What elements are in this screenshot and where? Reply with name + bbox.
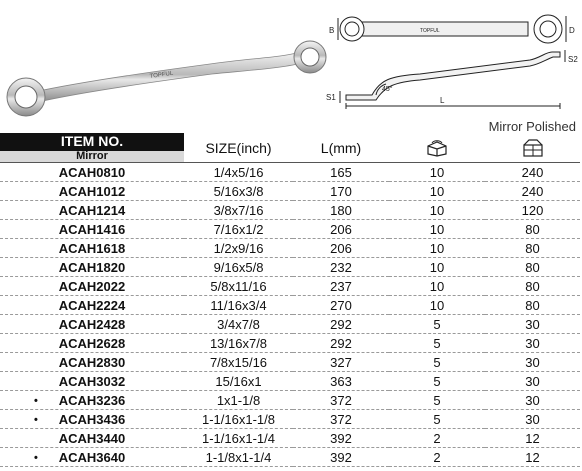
length-cell: 237	[293, 277, 389, 296]
length-cell: 372	[293, 410, 389, 429]
side-view-drawing	[340, 50, 565, 109]
table-row	[0, 239, 580, 258]
inner-pack-header	[389, 133, 485, 163]
length-header: L(mm)	[293, 133, 389, 163]
new-item-bullet: •	[34, 452, 38, 464]
drawing-marking: TOPFUL	[420, 28, 440, 34]
item-number-cell	[0, 182, 184, 201]
item-number-cell	[0, 334, 184, 353]
item-number-cell	[0, 410, 184, 429]
dim-d-label: D	[569, 26, 575, 35]
length-cell: 292	[293, 315, 389, 334]
inner-pack-cell: 10	[389, 296, 485, 315]
size-cell: 5/16x3/8	[184, 182, 293, 201]
table-row	[0, 391, 580, 410]
carton-qty-cell: 30	[485, 315, 580, 334]
item-number-cell	[0, 296, 184, 315]
size-cell: 1-1/16x1-1/8	[184, 410, 293, 429]
size-cell: 1-1/16x1-1/4	[184, 429, 293, 448]
inner-pack-cell: 5	[389, 391, 485, 410]
inner-pack-cell: 5	[389, 315, 485, 334]
size-cell: 7/8x15/16	[184, 353, 293, 372]
inner-pack-cell: 10	[389, 163, 485, 182]
item-number: ACAH2628	[58, 335, 126, 351]
carton-qty-cell: 240	[485, 163, 580, 182]
wrench-photo	[7, 41, 326, 116]
carton-qty-cell: 30	[485, 353, 580, 372]
item-number-cell	[0, 220, 184, 239]
size-cell: 11/16x3/4	[184, 296, 293, 315]
carton-qty-cell: 12	[485, 429, 580, 448]
finish-label: Mirror Polished	[488, 119, 576, 134]
length-cell: 270	[293, 296, 389, 315]
size-cell: 3/8x7/16	[184, 201, 293, 220]
table-row	[0, 410, 580, 429]
carton-qty-cell: 30	[485, 372, 580, 391]
item-number: ACAH1214	[58, 202, 126, 218]
inner-pack-cell: 5	[389, 353, 485, 372]
product-diagram	[0, 0, 582, 118]
carton-qty-cell: 80	[485, 277, 580, 296]
length-cell: 372	[293, 391, 389, 410]
table-row	[0, 334, 580, 353]
length-cell: 392	[293, 429, 389, 448]
length-cell: 206	[293, 220, 389, 239]
size-cell: 1-1/8x1-1/4	[184, 448, 293, 467]
table-row	[0, 182, 580, 201]
item-number: ACAH1416	[58, 221, 126, 237]
carton-qty-cell: 240	[485, 182, 580, 201]
table-row	[0, 372, 580, 391]
item-number: ACAH3440	[58, 430, 126, 446]
length-cell: 165	[293, 163, 389, 182]
table-row	[0, 296, 580, 315]
length-cell: 180	[293, 201, 389, 220]
carton-icon	[521, 138, 545, 158]
length-cell: 327	[293, 353, 389, 372]
size-cell: 5/8x11/16	[184, 277, 293, 296]
item-number-cell	[0, 277, 184, 296]
item-number: ACAH2224	[58, 297, 126, 313]
length-cell: 232	[293, 258, 389, 277]
dim-l-label: L	[440, 96, 445, 105]
length-cell: 170	[293, 182, 389, 201]
table-row	[0, 277, 580, 296]
item-number-cell	[0, 239, 184, 258]
table-row	[0, 220, 580, 239]
inner-box-icon	[425, 139, 449, 157]
carton-qty-cell: 80	[485, 220, 580, 239]
size-header: SIZE(inch)	[184, 133, 293, 163]
table-row	[0, 353, 580, 372]
carton-qty-cell: 80	[485, 239, 580, 258]
inner-pack-cell: 5	[389, 372, 485, 391]
inner-pack-cell: 10	[389, 201, 485, 220]
size-cell: 15/16x1	[184, 372, 293, 391]
item-number: ACAH0810	[58, 164, 126, 180]
inner-pack-cell: 5	[389, 410, 485, 429]
size-cell: 1/4x5/16	[184, 163, 293, 182]
item-number: ACAH3436	[58, 411, 126, 427]
table-row	[0, 429, 580, 448]
item-number-cell	[0, 429, 184, 448]
table-row	[0, 448, 580, 467]
item-number: ACAH1618	[58, 240, 126, 256]
inner-pack-cell: 2	[389, 448, 485, 467]
new-item-bullet: •	[34, 395, 38, 407]
item-number-cell	[0, 201, 184, 220]
length-cell: 292	[293, 334, 389, 353]
item-finish-sublabel: Mirror	[0, 150, 184, 162]
inner-pack-cell: 10	[389, 258, 485, 277]
size-cell: 7/16x1/2	[184, 220, 293, 239]
carton-qty-cell: 80	[485, 296, 580, 315]
carton-qty-cell: 12	[485, 448, 580, 467]
photo-marking: TOPFUL	[149, 70, 174, 80]
dim-s2-label: S2	[568, 55, 578, 64]
table-row	[0, 163, 580, 182]
carton-qty-cell: 30	[485, 334, 580, 353]
table-header-row	[0, 133, 580, 163]
item-number-cell	[0, 391, 184, 410]
table-row	[0, 258, 580, 277]
dim-s1-label: S1	[326, 93, 336, 102]
item-number-cell	[0, 163, 184, 182]
inner-pack-cell: 10	[389, 182, 485, 201]
item-number: ACAH3236	[58, 392, 126, 408]
item-number: ACAH1820	[58, 259, 126, 275]
item-no-header	[0, 133, 184, 163]
table-row	[0, 315, 580, 334]
length-cell: 363	[293, 372, 389, 391]
item-number: ACAH2022	[58, 278, 126, 294]
size-cell: 9/16x5/8	[184, 258, 293, 277]
inner-pack-cell: 5	[389, 334, 485, 353]
carton-qty-cell: 80	[485, 258, 580, 277]
size-cell: 3/4x7/8	[184, 315, 293, 334]
carton-qty-cell: 30	[485, 391, 580, 410]
item-number: ACAH2830	[58, 354, 126, 370]
size-cell: 13/16x7/8	[184, 334, 293, 353]
top-view-drawing	[338, 15, 566, 43]
item-number: ACAH3640	[58, 449, 126, 465]
dim-b-label: B	[329, 26, 335, 35]
carton-qty-cell: 30	[485, 410, 580, 429]
size-cell: 1x1-1/8	[184, 391, 293, 410]
inner-pack-cell: 2	[389, 429, 485, 448]
inner-pack-cell: 10	[389, 220, 485, 239]
spec-table	[0, 133, 580, 467]
item-number: ACAH1012	[58, 183, 126, 199]
carton-qty-cell: 120	[485, 201, 580, 220]
carton-header	[485, 133, 580, 163]
new-item-bullet: •	[34, 414, 38, 426]
inner-pack-cell: 10	[389, 277, 485, 296]
item-no-label: ITEM NO.	[60, 133, 124, 149]
item-number-cell	[0, 315, 184, 334]
inner-pack-cell: 10	[389, 239, 485, 258]
item-number-cell	[0, 353, 184, 372]
item-number-cell	[0, 372, 184, 391]
item-number: ACAH2428	[58, 316, 126, 332]
table-row	[0, 201, 580, 220]
length-cell: 206	[293, 239, 389, 258]
size-cell: 1/2x9/16	[184, 239, 293, 258]
item-number-cell	[0, 258, 184, 277]
length-cell: 392	[293, 448, 389, 467]
item-number: ACAH3032	[58, 373, 126, 389]
dim-angle-label: 45°	[382, 86, 393, 93]
item-number-cell	[0, 448, 184, 467]
